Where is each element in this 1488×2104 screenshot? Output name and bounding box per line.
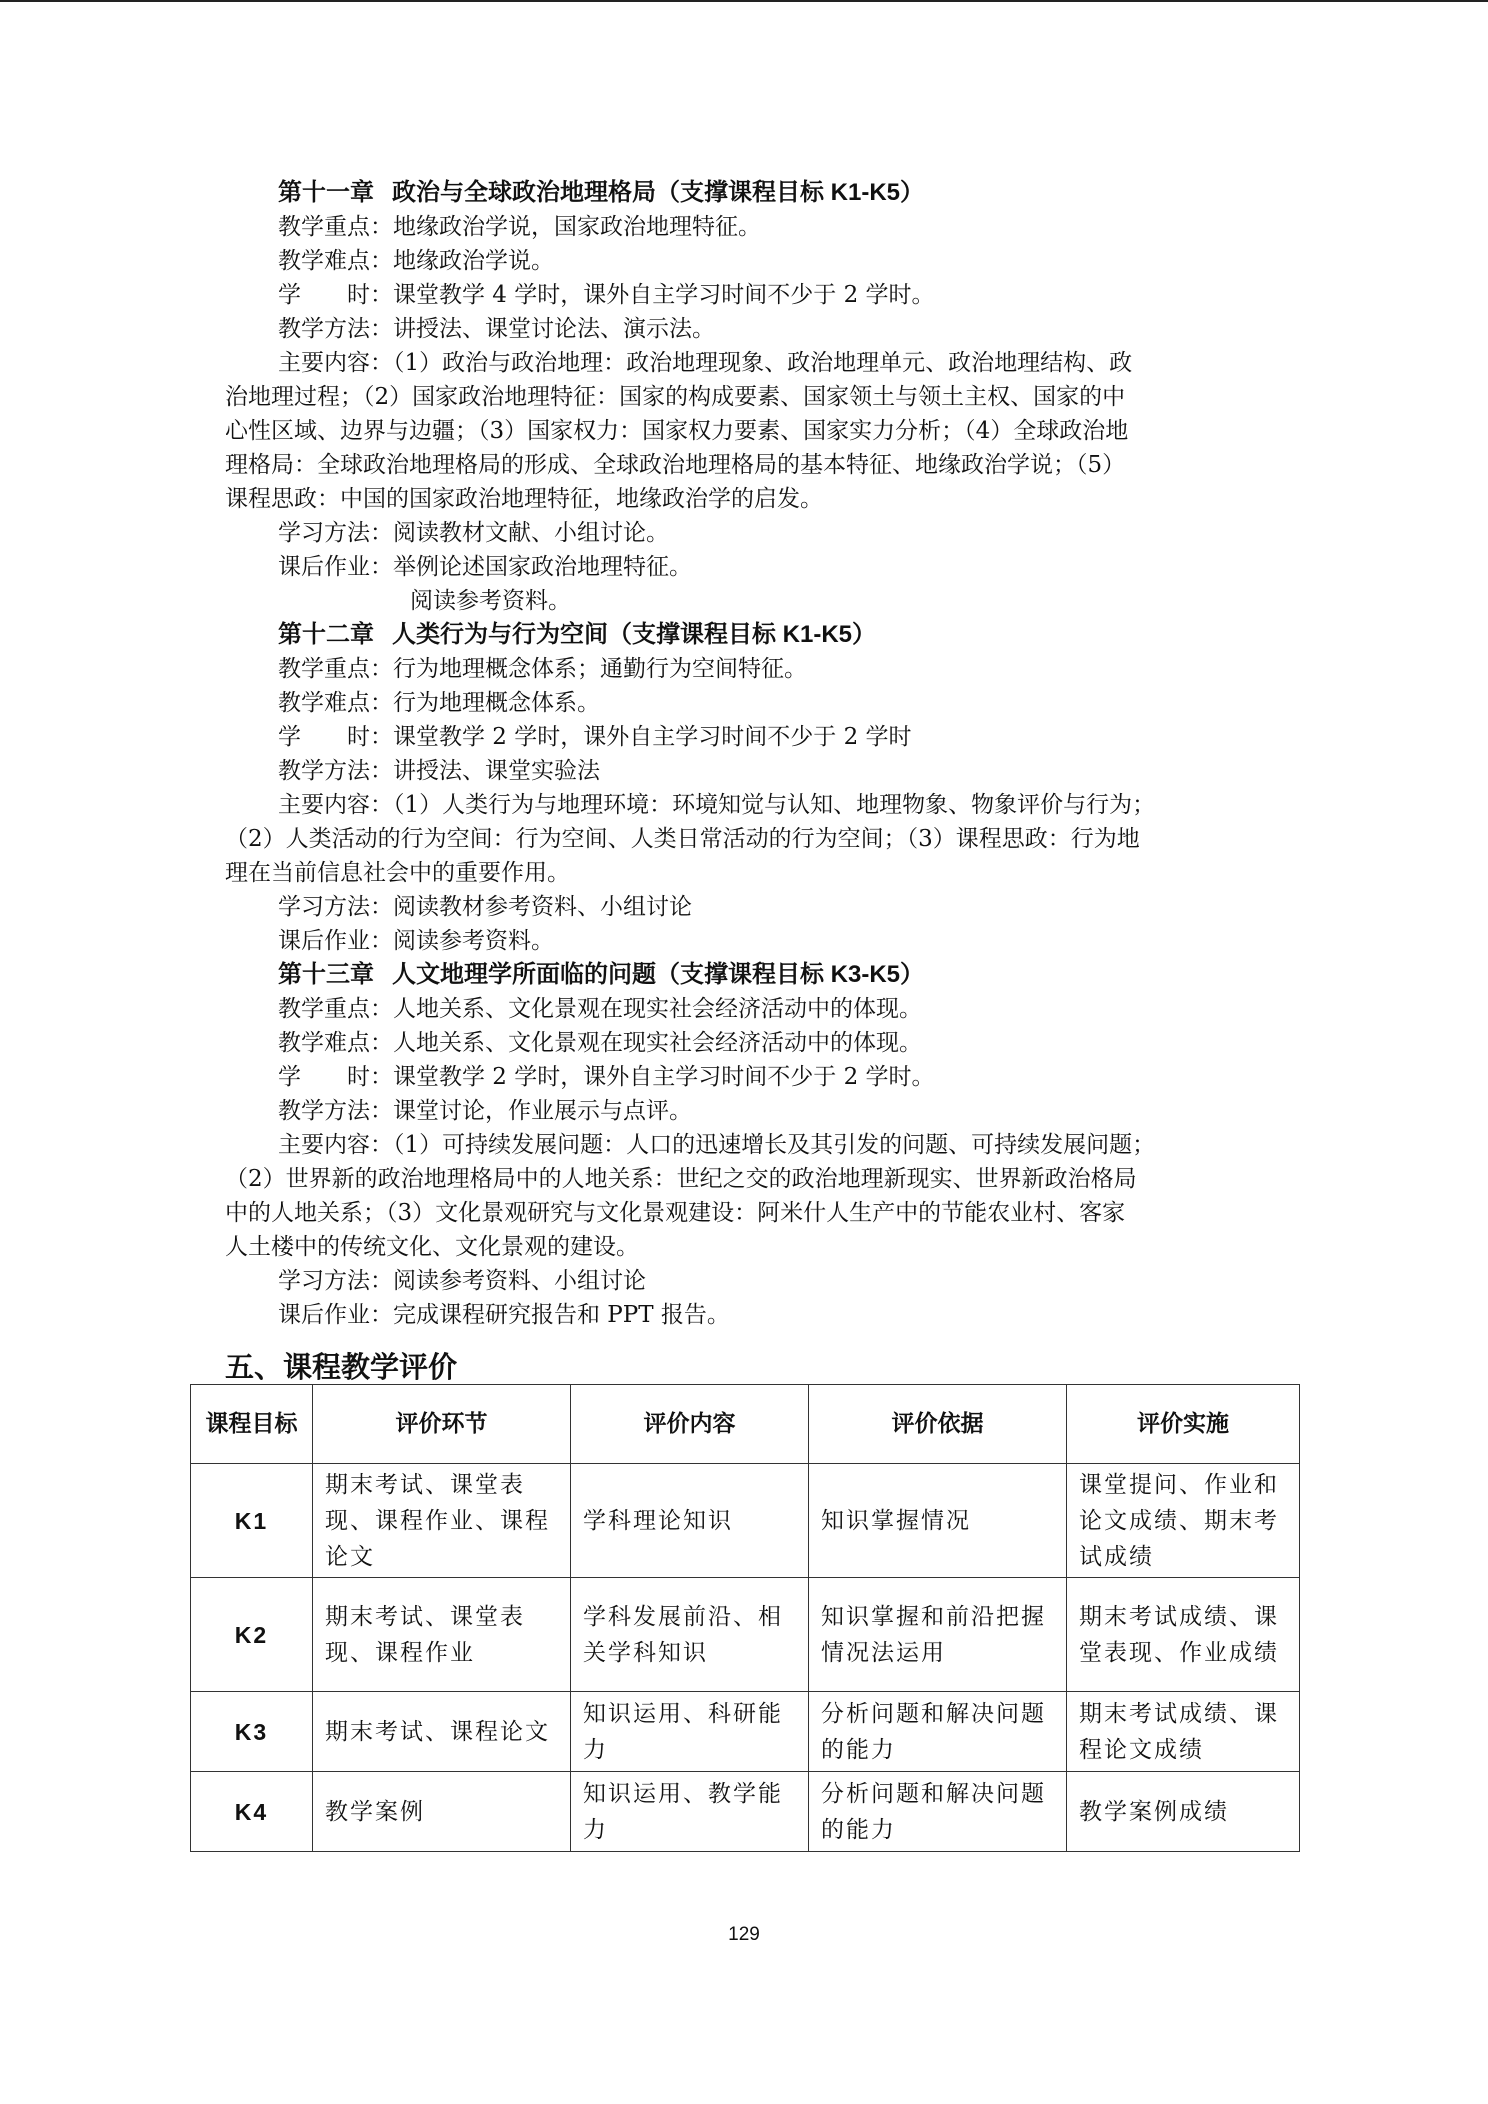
- chapter-12-content-line: 主要内容：（1）人类行为与地理环境：环境知觉与认知、地理物象、物象评价与行为；: [278, 792, 1156, 818]
- page-number: 129: [728, 1924, 760, 1945]
- table-cell: 课堂提问、作业和论文成绩、期末考试成绩: [1067, 1464, 1300, 1578]
- chapter-12-method: 教学方法：讲授法、课堂实验法: [278, 758, 600, 784]
- chapter-13-heading: [225, 958, 1275, 992]
- chapter-11-content-line: 心性区域、边界与边疆；（3）国家权力：国家权力要素、国家实力分析；（4）全球政治地: [225, 418, 1129, 444]
- header-basis: 评价依据: [809, 1385, 1067, 1464]
- chapter-13-content-line: 人土楼中的传统文化、文化景观的建设。: [225, 1234, 639, 1260]
- chapter-12-hours: 学 时：课堂教学 2 学时，课外自主学习时间不少于 2 学时: [278, 724, 912, 750]
- table-cell: 期末考试成绩、课堂表现、作业成绩: [1067, 1578, 1300, 1692]
- table-row: [191, 1692, 1300, 1772]
- table-cell-target: K4: [191, 1772, 313, 1852]
- table-cell: 期末考试成绩、课程论文成绩: [1067, 1692, 1300, 1772]
- chapter-11-number: 第十一章: [278, 179, 374, 206]
- table-cell: 期末考试、课堂表现、课程作业: [313, 1578, 571, 1692]
- chapter-13-number: 第十三章: [278, 961, 374, 988]
- table-row: [191, 1772, 1300, 1852]
- chapter-13-content-line: （2）世界新的政治地理格局中的人地关系：世纪之交的政治地理新现实、世界新政治格局: [225, 1166, 1137, 1192]
- section-title: 五、课程教学评价: [225, 1352, 458, 1384]
- chapter-12-title: 人类行为与行为空间（支撑课程目标 K1-K5）: [392, 621, 877, 648]
- table-cell: 学科理论知识: [571, 1464, 809, 1578]
- table-cell: 学科发展前沿、相关学科知识: [571, 1578, 809, 1692]
- table-cell: 期末考试、课堂表现、课程作业、课程论文: [313, 1464, 571, 1578]
- chapter-11-homework-2: 阅读参考资料。: [410, 588, 571, 614]
- chapter-13-content-line: 主要内容：（1）可持续发展问题：人口的迅速增长及其引发的问题、可持续发展问题；: [278, 1132, 1156, 1158]
- chapter-11-content-line: 理格局：全球政治地理格局的形成、全球政治地理格局的基本特征、地缘政治学说；（5）: [225, 452, 1126, 478]
- chapter-12-focus: 教学重点：行为地理概念体系；通勤行为空间特征。: [278, 656, 807, 682]
- table-cell: 分析问题和解决问题的能力: [809, 1772, 1067, 1852]
- chapter-11-difficulty: 教学难点：地缘政治学说。: [278, 248, 554, 274]
- chapter-13-method: 教学方法：课堂讨论，作业展示与点评。: [278, 1098, 692, 1124]
- table-cell: 知识掌握情况: [809, 1464, 1067, 1578]
- chapter-13-title: 人文地理学所面临的问题（支撑课程目标 K3-K5）: [392, 961, 925, 988]
- header-content: 评价内容: [571, 1385, 809, 1464]
- chapter-13-content-line: 中的人地关系；（3）文化景观研究与文化景观建设：阿米什人生产中的节能农业村、客家: [225, 1200, 1126, 1226]
- table-row: [191, 1578, 1300, 1692]
- table-cell-target: K2: [191, 1578, 313, 1692]
- page-top-border: [0, 0, 1488, 2]
- chapter-13-hours: 学 时：课堂教学 2 学时，课外自主学习时间不少于 2 学时。: [278, 1064, 935, 1090]
- chapter-11-study: 学习方法：阅读教材文献、小组讨论。: [278, 520, 669, 546]
- chapter-12-study: 学习方法：阅读教材参考资料、小组讨论: [278, 894, 692, 920]
- table-cell: 知识运用、教学能力: [571, 1772, 809, 1852]
- chapter-12-content-line: （2）人类活动的行为空间：行为空间、人类日常活动的行为空间；（3）课程思政：行为地: [225, 826, 1140, 852]
- chapter-11-content-line: 课程思政：中国的国家政治地理特征，地缘政治学的启发。: [225, 486, 823, 512]
- table-cell: 教学案例成绩: [1067, 1772, 1300, 1852]
- chapter-11-homework: 课后作业：举例论述国家政治地理特征。: [278, 554, 692, 580]
- table-cell: 知识运用、科研能力: [571, 1692, 809, 1772]
- chapter-13-focus: 教学重点：人地关系、文化景观在现实社会经济活动中的体现。: [278, 996, 922, 1022]
- chapter-12-heading: [225, 618, 1275, 652]
- table-cell: 期末考试、课程论文: [313, 1692, 571, 1772]
- chapter-12-number: 第十二章: [278, 621, 374, 648]
- table-cell: 教学案例: [313, 1772, 571, 1852]
- chapter-13-difficulty: 教学难点：人地关系、文化景观在现实社会经济活动中的体现。: [278, 1030, 922, 1056]
- chapter-11-content-line: 主要内容：（1）政治与政治地理：政治地理现象、政治地理单元、政治地理结构、政: [278, 350, 1133, 376]
- chapter-13-homework: 课后作业：完成课程研究报告和 PPT 报告。: [278, 1302, 730, 1328]
- header-target: 课程目标: [191, 1385, 313, 1464]
- header-stage: 评价环节: [313, 1385, 571, 1464]
- chapter-11-method: 教学方法：讲授法、课堂讨论法、演示法。: [278, 316, 715, 342]
- table-header-row: [191, 1385, 1300, 1464]
- chapter-12-difficulty: 教学难点：行为地理概念体系。: [278, 690, 600, 716]
- table-cell: 知识掌握和前沿把握情况法运用: [809, 1578, 1067, 1692]
- table-cell: 分析问题和解决问题的能力: [809, 1692, 1067, 1772]
- evaluation-table: [190, 1384, 1300, 1852]
- table-cell-target: K3: [191, 1692, 313, 1772]
- document-body: [225, 176, 1275, 1332]
- chapter-11-content-line: 治地理过程；（2）国家政治地理特征：国家的构成要素、国家领土与领土主权、国家的中: [225, 384, 1126, 410]
- chapter-12-content-line: 理在当前信息社会中的重要作用。: [225, 860, 570, 886]
- chapter-11-focus: 教学重点：地缘政治学说，国家政治地理特征。: [278, 214, 761, 240]
- table-row: [191, 1464, 1300, 1578]
- header-implementation: 评价实施: [1067, 1385, 1300, 1464]
- chapter-11-title: 政治与全球政治地理格局（支撑课程目标 K1-K5）: [392, 179, 925, 206]
- chapter-12-homework: 课后作业：阅读参考资料。: [278, 928, 554, 954]
- chapter-13-study: 学习方法：阅读参考资料、小组讨论: [278, 1268, 646, 1294]
- table-cell-target: K1: [191, 1464, 313, 1578]
- chapter-11-hours: 学 时：课堂教学 4 学时，课外自主学习时间不少于 2 学时。: [278, 282, 935, 308]
- chapter-11-heading: [225, 176, 1275, 210]
